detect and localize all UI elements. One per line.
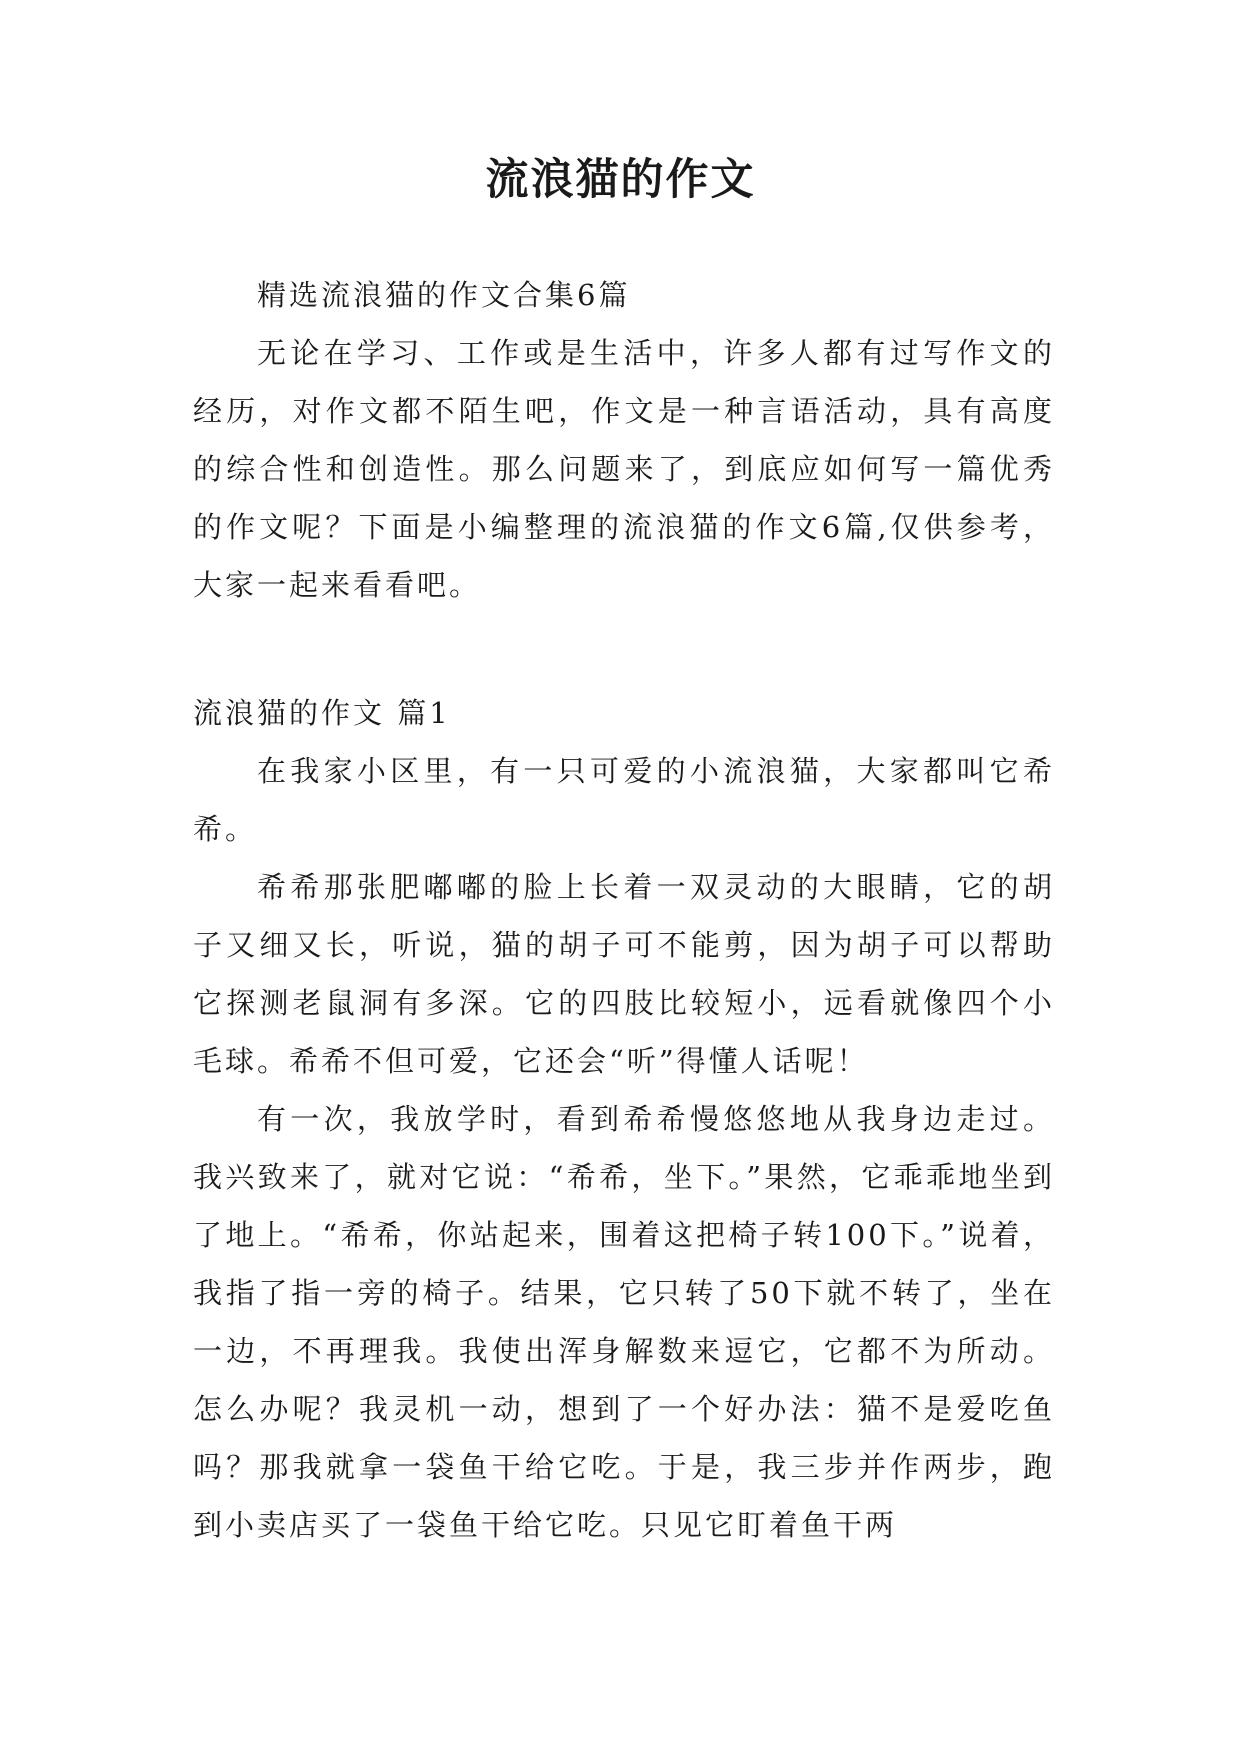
body-paragraph: 希希那张肥嘟嘟的脸上长着一双灵动的大眼睛，它的胡子又细又长，听说，猫的胡子可不能剪，因为胡子可以帮助它探测老鼠洞有多深。它的四肢比较短小，远看就像四个小毛球。希希不但可爱，它还会“听”得懂人话呢！ <box>193 870 1055 1078</box>
section-spacer <box>193 614 1055 684</box>
document-title: 流浪猫的作文 <box>485 155 756 205</box>
section-heading: 流浪猫的作文 篇1 <box>193 696 451 730</box>
document-body <box>193 266 1055 1554</box>
intro-paragraph: 无论在学习、工作或是生活中，许多人都有过写作文的经历，对作文都不陌生吧，作文是一种言语活动，具有高度的综合性和创造性。那么问题来了，到底应如何写一篇优秀的作文呢？下面是小编整理的流浪猫的作文6篇,仅供参考，大家一起来看看吧。 <box>193 336 1055 602</box>
body-paragraph: 有一次，我放学时，看到希希慢悠悠地从我身边走过。我兴致来了，就对它说：“希希，坐下。”果然，它乖乖地坐到了地上。“希希，你站起来，围着这把椅子转100下。”说着，我指了指一旁的椅子。结果，它只转了50下就不转了，坐在一边，不再理我。我使出浑身解数来逗它，它都不为所动。怎么办呢？我灵机一动，想到了一个好办法：猫不是爱吃鱼吗？那我就拿一袋鱼干给它吃。于是，我三步并作两步，跑到小卖店买了一袋鱼干给它吃。只见它盯着鱼干两 <box>193 1102 1055 1542</box>
intro-heading: 精选流浪猫的作文合集6篇 <box>257 278 631 312</box>
body-paragraph: 在我家小区里，有一只可爱的小流浪猫，大家都叫它希希。 <box>193 754 1055 846</box>
